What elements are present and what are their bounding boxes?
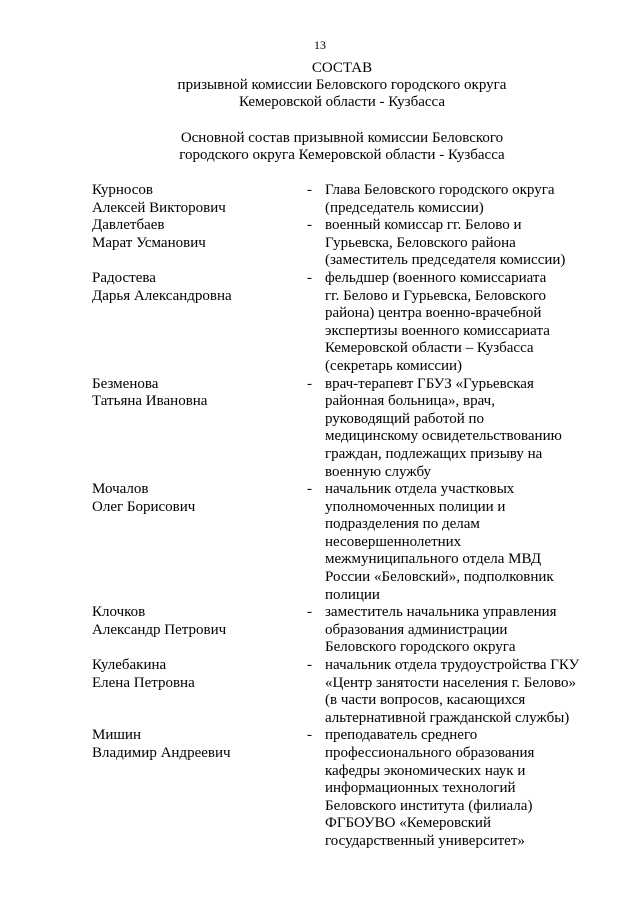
member-surname: Безменова [92, 375, 159, 392]
member-dash: - [307, 269, 312, 286]
member-role-line: начальник отдела трудоустройства ГКУ [325, 657, 580, 674]
member-name [92, 604, 307, 657]
member-role-line: начальник отдела участковых [325, 481, 515, 498]
member-role-line: гг. Белово и Гурьевска, Беловского [325, 287, 547, 304]
member-surname: Курносов [92, 182, 154, 198]
document-header [0, 60, 640, 111]
member-role-line: (секретарь комиссии) [325, 357, 463, 374]
section-title-line-1: Основной состав призывной комиссии Беловского [180, 130, 504, 146]
member-surname: Мочалов [92, 481, 149, 498]
member-name [92, 727, 307, 850]
member-role [325, 376, 612, 482]
member-row [92, 376, 612, 482]
member-role-line: межмуниципального отдела МВД [325, 551, 542, 568]
member-role-line: районная больница», врач, [325, 393, 495, 410]
member-surname: Радостева [92, 269, 156, 286]
member-dash: - [307, 182, 312, 198]
member-role-line: несовершеннолетних [325, 533, 462, 550]
member-dash: - [307, 375, 312, 392]
member-row [92, 182, 612, 217]
member-role-line: профессионального образования [325, 745, 535, 761]
member-role-line: Кемеровской области – Кузбасса [325, 340, 534, 357]
member-role [325, 182, 612, 217]
member-role [325, 270, 612, 376]
member-given-names: Александр Петрович [92, 621, 227, 638]
member-name [92, 481, 307, 604]
member-role-line: подразделения по делам [325, 516, 480, 533]
member-dash: - [307, 727, 312, 744]
document-title: СОСТАВ [311, 60, 373, 76]
member-role [325, 604, 612, 657]
member-role-line: уполномоченных полиции и [325, 498, 506, 515]
member-row [92, 481, 612, 604]
member-role-line: медицинскому освидетельствованию [325, 428, 562, 445]
member-role-line: военную службу [325, 463, 432, 480]
member-surname: Клочков [92, 604, 146, 621]
member-given-names: Алексей Викторович [92, 199, 226, 216]
member-given-names: Марат Усманович [92, 234, 206, 251]
member-surname: Мишин [92, 727, 141, 744]
member-role-line: (в части вопросов, касающихся [325, 692, 526, 709]
member-row [92, 604, 612, 657]
member-row [92, 217, 612, 270]
member-role [325, 727, 612, 850]
member-role [325, 217, 612, 270]
member-role-line: района) центра военно-врачебной [325, 305, 542, 322]
member-given-names: Дарья Александровна [92, 287, 232, 304]
member-role-line: «Центр занятости населения г. Белово» [325, 674, 576, 691]
member-role-line: образования администрации [325, 621, 508, 638]
member-role-line: России «Беловский», подполковник [325, 569, 554, 586]
member-name [92, 657, 307, 727]
member-row [92, 270, 612, 376]
member-role-line: военный комиссар гг. Белово и [325, 217, 522, 234]
member-role-line: полиции [325, 586, 380, 603]
member-role-line: фельдшер (военного комиссариата [325, 269, 547, 286]
member-role [325, 481, 612, 604]
member-surname: Кулебакина [92, 657, 167, 674]
member-role-line: (заместитель председателя комиссии) [325, 252, 566, 269]
member-surname: Давлетбаев [92, 217, 165, 234]
member-role-line: ФГБОУВО «Кемеровский [325, 815, 491, 832]
member-role-line: Глава Беловского городского округа [325, 182, 555, 198]
member-role-line: руководящий работой по [325, 410, 485, 427]
section-header [0, 130, 640, 164]
member-dash: - [307, 481, 312, 498]
member-given-names: Олег Борисович [92, 498, 196, 515]
section-title-line-2: городского округа Кемеровской области - Кузбасса [179, 147, 505, 163]
document-subtitle-line-2: Кемеровской области - Кузбасса [238, 94, 446, 110]
member-role-line: экспертизы военного комиссариата [325, 322, 550, 339]
member-dash: - [307, 217, 312, 234]
member-row [92, 657, 612, 727]
member-role [325, 657, 612, 727]
member-row [92, 727, 612, 850]
page-number: 13 [314, 38, 326, 52]
document-subtitle-line-1: призывной комиссии Беловского городского округа [177, 77, 507, 93]
member-name [92, 376, 307, 482]
member-given-names: Татьяна Ивановна [92, 393, 208, 410]
member-role-line: альтернативной гражданской службы) [325, 709, 570, 726]
member-role-line: информационных технологий [325, 780, 516, 797]
member-name [92, 182, 307, 217]
member-name [92, 270, 307, 376]
member-role-line: преподаватель среднего [325, 727, 478, 744]
member-list [92, 182, 612, 851]
member-role-line: (председатель комиссии) [325, 199, 484, 216]
member-role-line: заместитель начальника управления [325, 604, 557, 621]
member-dash: - [307, 604, 312, 621]
member-role-line: Беловского городского округа [325, 639, 516, 656]
member-given-names: Елена Петровна [92, 674, 195, 691]
member-role-line: государственный университет» [325, 832, 525, 849]
member-role-line: кафедры экономических наук и [325, 762, 526, 779]
member-dash: - [307, 657, 312, 674]
member-role-line: Беловского института (филиала) [325, 797, 533, 814]
member-role-line: Гурьевска, Беловского района [325, 234, 516, 251]
member-role-line: врач-терапевт ГБУЗ «Гурьевская [325, 375, 534, 392]
member-role-line: граждан, подлежащих призыву на [325, 445, 543, 462]
member-name [92, 217, 307, 270]
member-given-names: Владимир Андреевич [92, 745, 231, 761]
